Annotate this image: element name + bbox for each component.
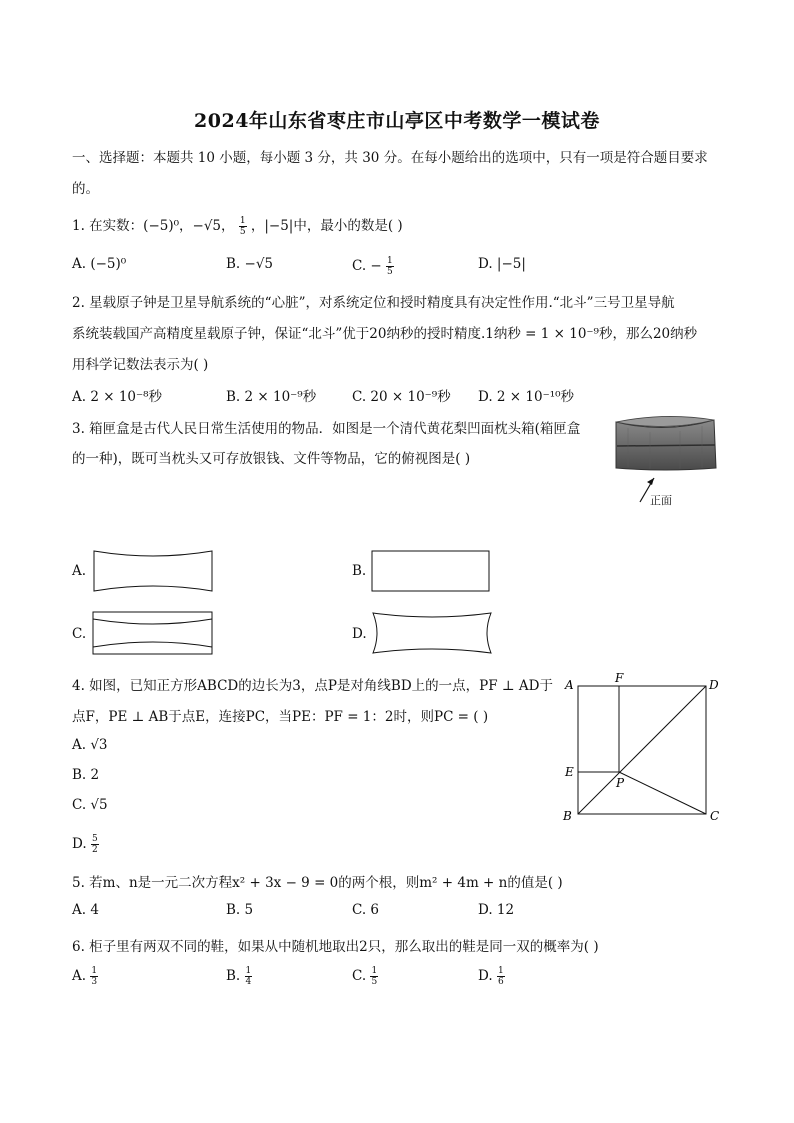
section-header-line1: 一、选择题：本题共 10 小题，每小题 3 分，共 30 分。在每小题给出的选项中，只有一项是符合题目要求: [72, 150, 708, 166]
q6-option-a[interactable]: [72, 966, 98, 987]
q3-option-c-label[interactable]: C.: [72, 626, 87, 642]
q3-line1: 3. 箱匣盒是古代人民日常生活使用的物品．如图是一个清代黄花梨凹面枕头箱(箱匣盒: [72, 421, 581, 437]
q1-option-c[interactable]: [352, 256, 394, 277]
pillow-box-photo: [610, 412, 720, 512]
square-abcd-figure: [558, 672, 728, 828]
q6-option-c-den: 5: [371, 977, 378, 987]
q6-option-b-den: 4: [245, 977, 252, 987]
q5-option-a[interactable]: A. 4: [72, 902, 99, 918]
section-header-line2: 的。: [72, 181, 99, 197]
diagonal-bd: [578, 686, 706, 814]
q6-option-d-num: 1: [497, 966, 504, 976]
q1-suffix: ，|−5|中，最小的数是( ): [250, 218, 403, 234]
segment-pc: [619, 772, 706, 814]
q6-option-b[interactable]: [226, 966, 252, 987]
q5-option-d[interactable]: D. 12: [478, 902, 515, 918]
q2-option-c[interactable]: C. 20 × 10⁻⁹秒: [352, 389, 451, 405]
q2-line2: 系统装载国产高精度星载原子钟，保证“北斗”优于20纳秒的授时精度.1纳秒 = 1 × 10⁻⁹秒，那么20纳秒: [72, 326, 698, 342]
q4-line2: 点F，PE ⊥ AB于点E，连接PC，当PE：PF = 1：2时，则PC = ( ): [72, 709, 489, 725]
q3-option-d-shape[interactable]: [371, 611, 493, 655]
q6-option-b-prefix: B.: [226, 968, 241, 984]
q1-frac-num: 1: [239, 216, 246, 226]
q4-option-b[interactable]: B. 2: [72, 767, 100, 783]
q1-option-b[interactable]: B. −√5: [226, 256, 274, 272]
q2-option-a[interactable]: A. 2 × 10⁻⁸秒: [72, 389, 163, 405]
q6-option-b-num: 1: [245, 966, 252, 976]
question-1: [72, 214, 403, 237]
q6-option-c-num: 1: [371, 966, 378, 976]
q4-option-d[interactable]: [72, 834, 99, 855]
q4-line1: 4. 如图，已知正方形ABCD的边长为3，点P是对角线BD上的一点，PF ⊥ AD于: [72, 678, 553, 694]
q4-option-d-num: 5: [91, 834, 98, 844]
page-title: 2024年山东省枣庄市山亭区中考数学一模试卷: [194, 110, 600, 132]
q2-option-b[interactable]: B. 2 × 10⁻⁹秒: [226, 389, 317, 405]
q2-line1: 2. 星载原子钟是卫星导航系统的“心脏”，对系统定位和授时精度具有决定性作用.“北斗”三号卫星导航: [72, 295, 675, 311]
label-p: P: [616, 776, 625, 790]
q1-option-c-fraction: [386, 256, 394, 277]
q6-option-a-den: 3: [91, 977, 98, 987]
q3-line2: 的一种)，既可当枕头又可存放银钱、文件等物品，它的俯视图是( ): [72, 451, 471, 467]
q1-option-c-prefix: C. −: [352, 258, 382, 274]
q1-option-d[interactable]: D. |−5|: [478, 256, 526, 272]
photo-label: 正面: [650, 494, 672, 507]
q6-option-a-num: 1: [91, 966, 98, 976]
q6-option-d-den: 6: [497, 977, 504, 987]
q3-option-c-shape[interactable]: [92, 611, 214, 655]
q4-option-d-den: 2: [91, 845, 98, 855]
label-e: E: [565, 765, 574, 779]
q3-option-b-shape[interactable]: [371, 550, 491, 592]
arrow-head-icon: [647, 478, 654, 485]
q6-option-c-fraction: [370, 966, 378, 987]
q2-option-d[interactable]: D. 2 × 10⁻¹⁰秒: [478, 389, 575, 405]
q1-frac-den: 5: [239, 227, 246, 237]
q5-option-c[interactable]: C. 6: [352, 902, 380, 918]
q3-option-a-shape[interactable]: [92, 550, 214, 592]
q6-option-a-fraction: [90, 966, 98, 987]
q4-option-d-prefix: D.: [72, 836, 87, 852]
q6-option-d[interactable]: [478, 966, 505, 987]
label-d: D: [709, 678, 719, 692]
q1-option-a[interactable]: A. (−5)⁰: [72, 256, 127, 272]
q1-option-c-den: 5: [387, 267, 393, 277]
label-f: F: [615, 672, 624, 685]
q1-prefix: 1. 在实数：(−5)⁰，−√5，: [72, 218, 235, 234]
q6-line1: 6. 柜子里有两双不同的鞋，如果从中随机地取出2只，那么取出的鞋是同一双的概率为( ): [72, 939, 599, 955]
label-c: C: [710, 809, 720, 823]
q5-line1: 5. 若m、n是一元二次方程x² + 3x − 9 = 0的两个根，则m² + 4m + n的值是( ): [72, 875, 563, 891]
q1-fraction: [239, 216, 247, 237]
q6-option-c-prefix: C.: [352, 968, 367, 984]
q6-option-b-fraction: [245, 966, 253, 987]
q5-option-b[interactable]: B. 5: [226, 902, 254, 918]
q1-option-c-num: 1: [387, 256, 393, 266]
q6-option-c[interactable]: [352, 966, 378, 987]
q6-option-a-prefix: A.: [72, 968, 87, 984]
label-b: B: [563, 809, 572, 823]
q2-line3: 用科学记数法表示为( ): [72, 357, 209, 373]
q4-option-a[interactable]: A. √3: [72, 737, 108, 753]
q6-option-d-fraction: [497, 966, 505, 987]
q4-option-d-fraction: [91, 834, 99, 855]
q6-option-d-prefix: D.: [478, 968, 493, 984]
q4-option-c[interactable]: C. √5: [72, 797, 108, 813]
q3-option-a-label[interactable]: A.: [72, 563, 87, 579]
q3-option-d-label[interactable]: D.: [352, 626, 367, 642]
q3-option-b-label[interactable]: B.: [352, 563, 367, 579]
label-a: A: [565, 678, 574, 692]
